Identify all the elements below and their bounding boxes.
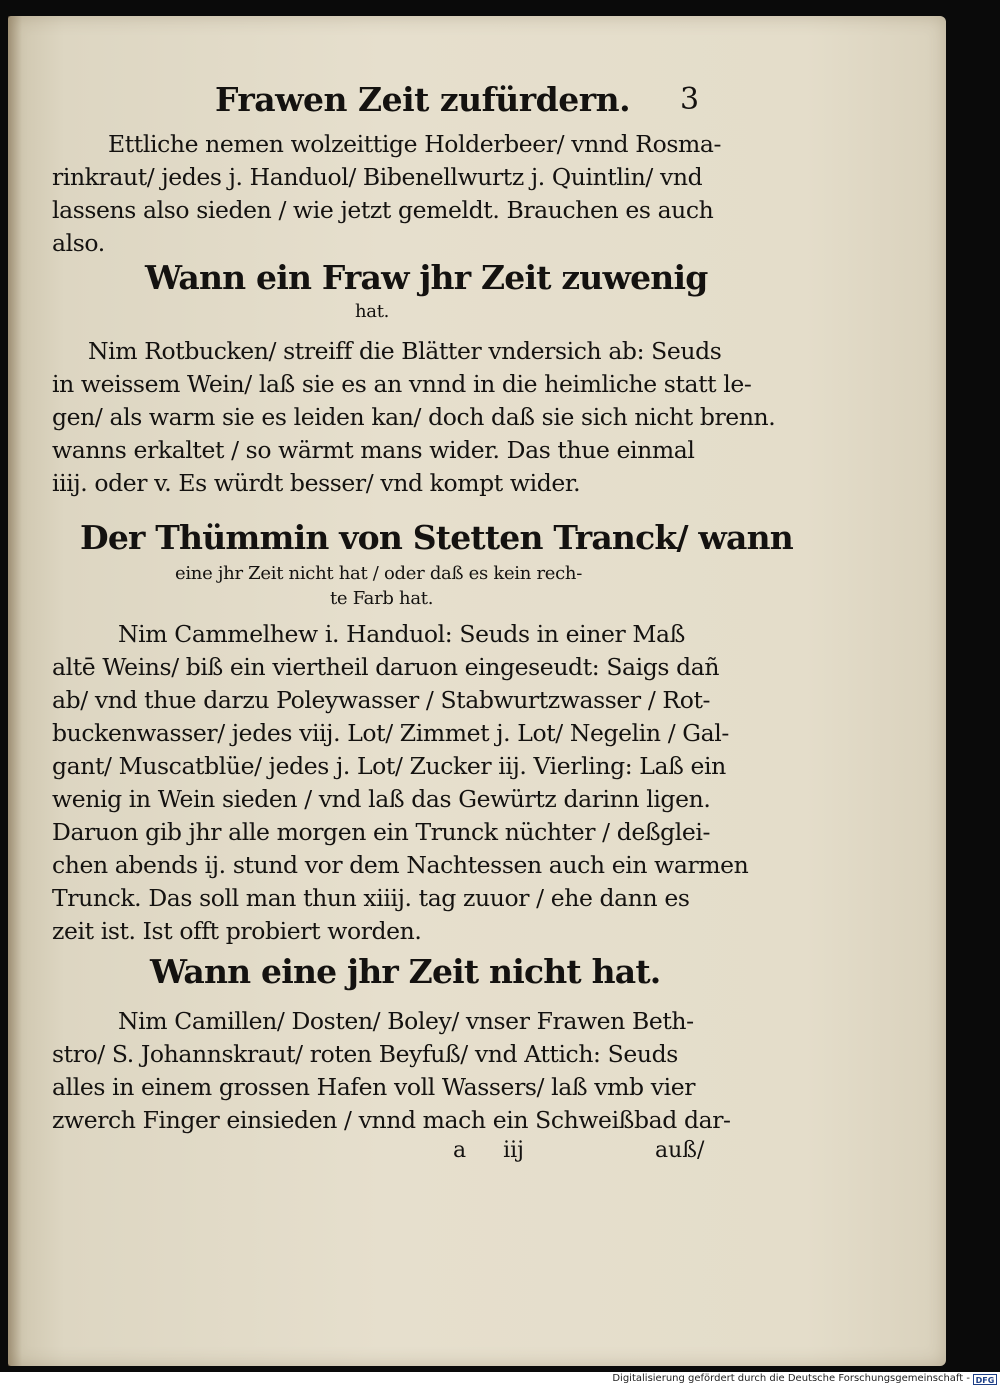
text-line-2: rinkraut/ jedes j. Handuol/ Bibenellwurtz j. Quintlin/ vnd — [52, 163, 703, 191]
section-heading-2-cont-1: eine jhr Zeit nicht hat / oder daß es kein rech- — [175, 563, 582, 584]
section-heading-1-cont: hat. — [355, 301, 390, 322]
text-line-3: lassens also sieden / wie jetzt gemeldt. Brauchen es auch — [52, 196, 714, 224]
text-line-14: gant/ Muscatblüe/ jedes j. Lot/ Zucker iij. Vierling: Laß ein — [52, 752, 726, 780]
text-line-8: wanns erkaltet / so wärmt mans wider. Das thue einmal — [52, 436, 695, 464]
text-line-9: iiij. oder v. Es würdt besser/ vnd kompt wider. — [52, 469, 581, 497]
section-heading-1: Wann ein Fraw jhr Zeit zuwenig — [145, 258, 708, 297]
text-line-22: alles in einem grossen Hafen voll Wassers/ laß vmb vier — [52, 1073, 696, 1101]
section-heading-2: Der Thümmin von Stetten Tranck/ wann — [80, 518, 793, 557]
text-line-6: in weissem Wein/ laß sie es an vnnd in die heimliche statt le- — [52, 370, 752, 398]
text-line-19: zeit ist. Ist offt probiert worden. — [52, 917, 422, 945]
signature-mark: a iij — [453, 1138, 525, 1163]
text-line-5: Nim Rotbucken/ streiff die Blätter vndersich ab: Seuds — [88, 337, 722, 365]
text-line-17: chen abends ij. stund vor dem Nachtessen auch ein warmen — [52, 851, 749, 879]
text-line-4: also. — [52, 229, 105, 257]
text-line-7: gen/ als warm sie es leiden kan/ doch daß sie sich nicht brenn. — [52, 403, 776, 431]
text-line-13: buckenwasser/ jedes viij. Lot/ Zimmet j. Lot/ Negelin / Gal- — [52, 719, 729, 747]
text-line-12: ab/ vnd thue darzu Poleywasser / Stabwurtzwasser / Rot- — [52, 686, 711, 714]
text-line-20: Nim Camillen/ Dosten/ Boley/ vnser Frawen Beth- — [118, 1007, 694, 1035]
page-binding-shadow — [8, 16, 22, 1366]
text-line-1: Ettliche nemen wolzeittige Holderbeer/ vnnd Rosma- — [108, 130, 722, 158]
text-line-10: Nim Cammelhew i. Handuol: Seuds in einer Maß — [118, 620, 685, 648]
folio-number: 3 — [680, 82, 700, 117]
text-line-16: Daruon gib jhr alle morgen ein Trunck nüchter / deßglei- — [52, 818, 711, 846]
text-line-15: wenig in Wein sieden / vnd laß das Gewürtz darinn ligen. — [52, 785, 711, 813]
section-heading-3: Wann eine jhr Zeit nicht hat. — [150, 952, 661, 991]
text-line-23: zwerch Finger einsieden / vnnd mach ein Schweißbad dar- — [52, 1106, 731, 1134]
catchword: auß/ — [655, 1138, 705, 1163]
dfg-logo: DFG — [973, 1374, 997, 1385]
digitization-footer — [0, 1372, 1000, 1387]
section-heading-2-cont-2: te Farb hat. — [330, 588, 434, 609]
text-line-18: Trunck. Das soll man thun xiiij. tag zuuor / ehe dann es — [52, 884, 690, 912]
text-line-11: altē Weins/ biß ein viertheil daruon eingeseudt: Saigs dañ — [52, 653, 720, 681]
text-line-21: stro/ S. Johannskraut/ roten Beyfuß/ vnd Attich: Seuds — [52, 1040, 678, 1068]
footer-credit-text: Digitalisierung gefördert durch die Deutsche Forschungsgemeinschaft - — [612, 1373, 970, 1384]
running-head: Frawen Zeit zufürdern. — [215, 80, 631, 119]
